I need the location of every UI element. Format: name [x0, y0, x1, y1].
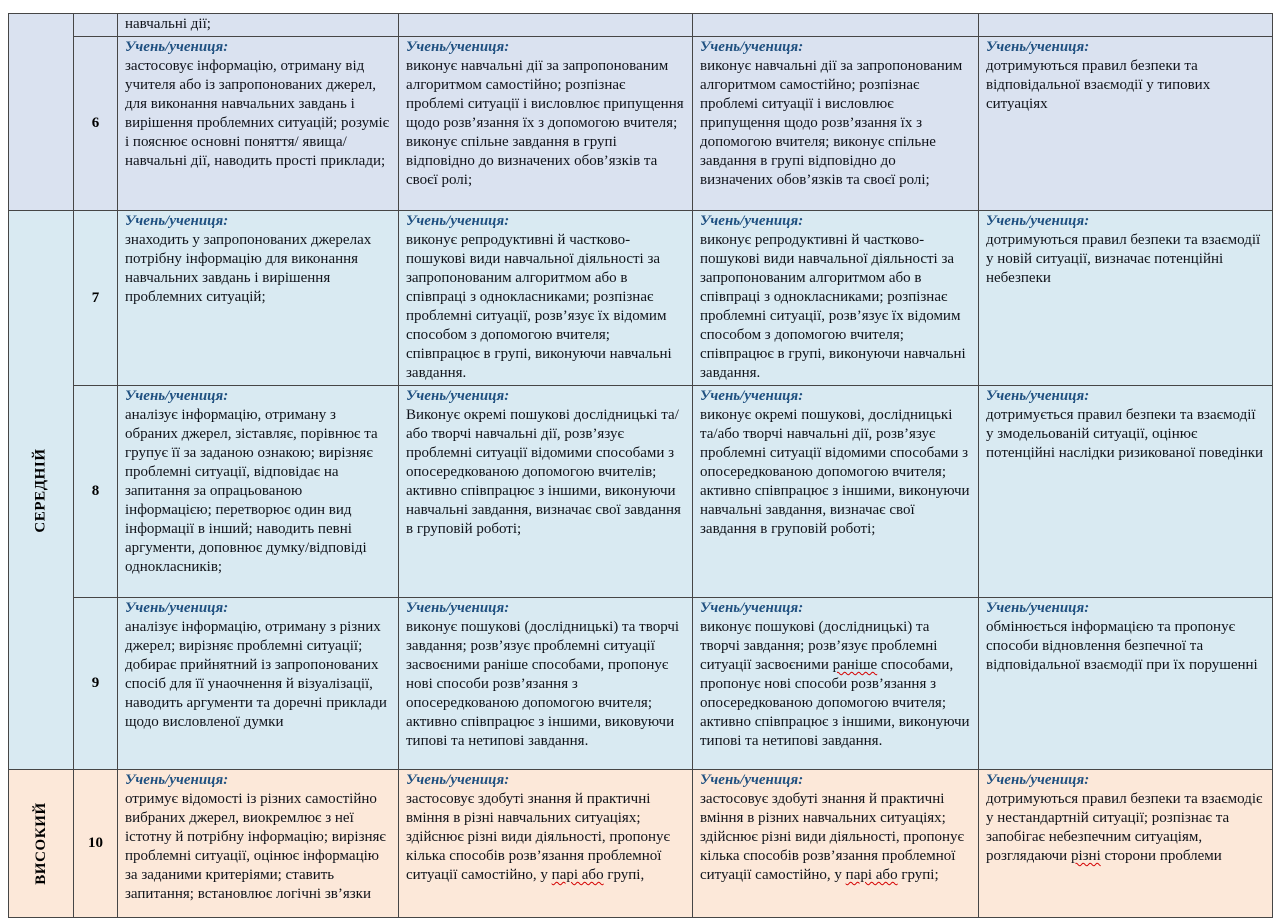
cell-grade6-col1	[118, 37, 399, 211]
cell-text: застосовує інформацію, отриману від учителя або із запропонованих джерел, для виконання навчальних завдань і вирішення проблемних ситуацій; розуміє і пояснює основні поняття/ явища/ навчальні дії, наводить прості приклади;	[125, 58, 390, 169]
cell-grade6-col3	[693, 37, 979, 211]
cell-text: виконує пошукові (дослідницькі) та творчі завдання; розв’язує проблемні ситуації засвоєними раніше способами, пропонує нові способи розв’язання з опосередкованою допомогою вчителя; активно співпрацює з іншими, виковуючи типові та нетипові завдання.	[406, 619, 680, 749]
cell-grade8-col2	[399, 386, 693, 598]
student-label: Учень/учениця:	[125, 600, 229, 616]
cell-text: виконує пошукові (дослідницькі) та творчі завдання; розв’язує проблемні ситуації засвоєними раніше способами, пропонує нові способи розв’язання з опосередкованою допомогою вчителя; активно співпрацює з іншими, виконуючи типові та нетипові завдання.	[700, 619, 970, 749]
cell-carryover-col4	[979, 14, 1273, 37]
cell-text: дотримується правил безпеки та взаємодії у змодельованій ситуації, оцінює потенційні наслідки ризикованої поведінки	[986, 407, 1264, 461]
student-label: Учень/учениця:	[986, 600, 1090, 616]
cell-grade10-col1	[118, 770, 399, 918]
student-label: Учень/учениця:	[986, 772, 1090, 788]
student-label: Учень/учениця:	[986, 213, 1090, 229]
cell-text: дотримуються правил безпеки та взаємодії у новій ситуації, визначає потенційні небезпеки	[986, 232, 1261, 286]
cell-grade7-col4	[979, 211, 1273, 386]
cell-grade8-col1	[118, 386, 399, 598]
cell-carryover-col3	[693, 14, 979, 37]
cell-text: аналізує інформацію, отриману з різних джерел; вирізняє проблемні ситуації; добирає прийнятний із запропонованих спосіб для її унаочнення й візуалізації, наводить аргументи та доречні приклади щодо висловленої думки	[125, 619, 387, 730]
cell-grade9-col4	[979, 598, 1273, 770]
cell-grade9-col3	[693, 598, 979, 770]
table-row	[9, 211, 1273, 386]
carryover-text: навчальні дії;	[125, 16, 211, 32]
cell-grade7-col1	[118, 211, 399, 386]
student-label: Учень/учениця:	[406, 388, 510, 404]
table-row	[9, 598, 1273, 770]
cell-text: знаходить у запропонованих джерелах потрібну інформацію для виконання навчальних завдань і вирішення проблемних ситуацій;	[125, 232, 372, 305]
cell-carryover-col1	[118, 14, 399, 37]
cell-text: застосовує здобуті знання й практичні вміння в різні навчальних ситуаціях; здійснює різні види діяльності, пропонує кілька способів розв’язання проблемної ситуації самостійно, у парі або групі,	[406, 791, 670, 883]
cell-text: виконує навчальні дії за запропонованим алгоритмом самостійно; розпізнає проблемі ситуації і висловлює припущення щодо розв’язання їх з допомогою вчителя; виконує спільне завдання в групі відповідно до визначених обов’язків та своєї ролі;	[406, 58, 684, 188]
cell-text: застосовує здобуті знання й практичні вміння в різних навчальних ситуаціях; здійснює різні види діяльності, пропонує кілька способів розв’язання проблемної ситуації самостійно, у парі або групі;	[700, 791, 964, 883]
student-label: Учень/учениця:	[700, 772, 804, 788]
grade-7-label: 7	[74, 211, 118, 386]
student-label: Учень/учениця:	[406, 772, 510, 788]
cell-grade8-col3	[693, 386, 979, 598]
cell-text: дотримуються правил безпеки та відповідальної взаємодії у типових ситуаціях	[986, 58, 1211, 112]
student-label: Учень/учениця:	[406, 213, 510, 229]
table-row	[9, 386, 1273, 598]
student-label: Учень/учениця:	[700, 600, 804, 616]
student-label: Учень/учениця:	[406, 39, 510, 55]
cell-text: обмінюється інформацією та пропонує способи відновлення безпечної та відповідальної взаємодії при їх порушенні	[986, 619, 1258, 673]
cell-grade9-col2	[399, 598, 693, 770]
cell-grade6-col4	[979, 37, 1273, 211]
cell-grade7-col2	[399, 211, 693, 386]
grade-10-label: 10	[74, 770, 118, 918]
cell-grade10-col3	[693, 770, 979, 918]
cell-text: виконує репродуктивні й частково-пошукові види навчальної діяльності за запропонованим алгоритмом або в співпраці з однокласниками; розпізнає проблемні ситуації, розв’язує їх відомим способом з допомогою вчителя; співпрацює в групі, виконуючи навчальні завдання.	[700, 232, 966, 381]
student-label: Учень/учениця:	[125, 213, 229, 229]
grade-cell-empty	[74, 14, 118, 37]
assessment-rubric-table	[8, 13, 1273, 918]
level-label-high: ВИСОКИЙ	[32, 802, 49, 885]
cell-text: Виконує окремі пошукові дослідницькі та/або творчі навчальні дії, розв’язує проблемні ситуації відомими способами з опосередкованою допомогою вчителів; активно співпрацює з іншими, виконуючи навчальні завдання, визначає свої завдання в груповій роботі;	[406, 407, 681, 537]
level-cell-high	[9, 770, 74, 918]
student-label: Учень/учениця:	[986, 388, 1090, 404]
cell-grade7-col3	[693, 211, 979, 386]
student-label: Учень/учениця:	[125, 39, 229, 55]
student-label: Учень/учениця:	[700, 39, 804, 55]
table-row	[9, 770, 1273, 918]
grade-9-label: 9	[74, 598, 118, 770]
student-label: Учень/учениця:	[700, 388, 804, 404]
level-label-middle: СЕРЕДНІЙ	[32, 447, 49, 533]
table-row	[9, 14, 1273, 37]
cell-text: виконує репродуктивні й частково-пошукові види навчальної діяльності за запропонованим алгоритмом або в співпраці з однокласниками; розпізнає проблемні ситуації, розв’язує їх відомим способом з допомогою вчителя; співпрацює в групі, виконуючи навчальні завдання.	[406, 232, 672, 381]
grade-8-label: 8	[74, 386, 118, 598]
student-label: Учень/учениця:	[125, 388, 229, 404]
cell-grade10-col2	[399, 770, 693, 918]
student-label: Учень/учениця:	[700, 213, 804, 229]
cell-text: отримує відомості із різних самостійно вибраних джерел, виокремлює з неї істотну й потрібну інформацію; вирізняє проблемні ситуації, оцінює інформацію за заданими критеріями; ставить запитання; встановлює логічні зв’язки	[125, 791, 386, 902]
student-label: Учень/учениця:	[406, 600, 510, 616]
grade-6-label: 6	[74, 37, 118, 211]
table-row	[9, 37, 1273, 211]
cell-text: аналізує інформацію, отриману з обраних джерел, зіставляє, порівнює та групує її за заданою ознакою; вирізняє проблемні ситуації, відповідає на запитання за опрацьованою інформацією; перетворює один вид інформації в інший; наводить певні аргументи, доповнює думку/відповіді однокласників;	[125, 407, 378, 575]
cell-text: виконує навчальні дії за запропонованим алгоритмом самостійно; розпізнає проблемі ситуації і висловлює припущення щодо розв’язання їх з допомогою вчителя; виконує спільне завдання в групі відповідно до визначених обов’язків та своєї ролі;	[700, 58, 963, 188]
student-label: Учень/учениця:	[125, 772, 229, 788]
level-cell-empty	[9, 14, 74, 211]
cell-carryover-col2	[399, 14, 693, 37]
level-cell-middle	[9, 211, 74, 770]
cell-grade8-col4	[979, 386, 1273, 598]
cell-grade10-col4	[979, 770, 1273, 918]
student-label: Учень/учениця:	[986, 39, 1090, 55]
cell-text: виконує окремі пошукові, дослідницькі та/або творчі навчальні дії, розв’язує проблемні ситуації відомими способами з опосередкованою допомогою вчителя; активно співпрацює з іншими, виконуючи навчальні завдання, визначає свої завдання в груповій роботі;	[700, 407, 970, 537]
cell-text: дотримуються правил безпеки та взаємодіє у нестандартній ситуації; розпізнає та запобігає небезпечним ситуаціям, розглядаючи різні сторони проблеми	[986, 791, 1263, 864]
cell-grade6-col2	[399, 37, 693, 211]
cell-grade9-col1	[118, 598, 399, 770]
